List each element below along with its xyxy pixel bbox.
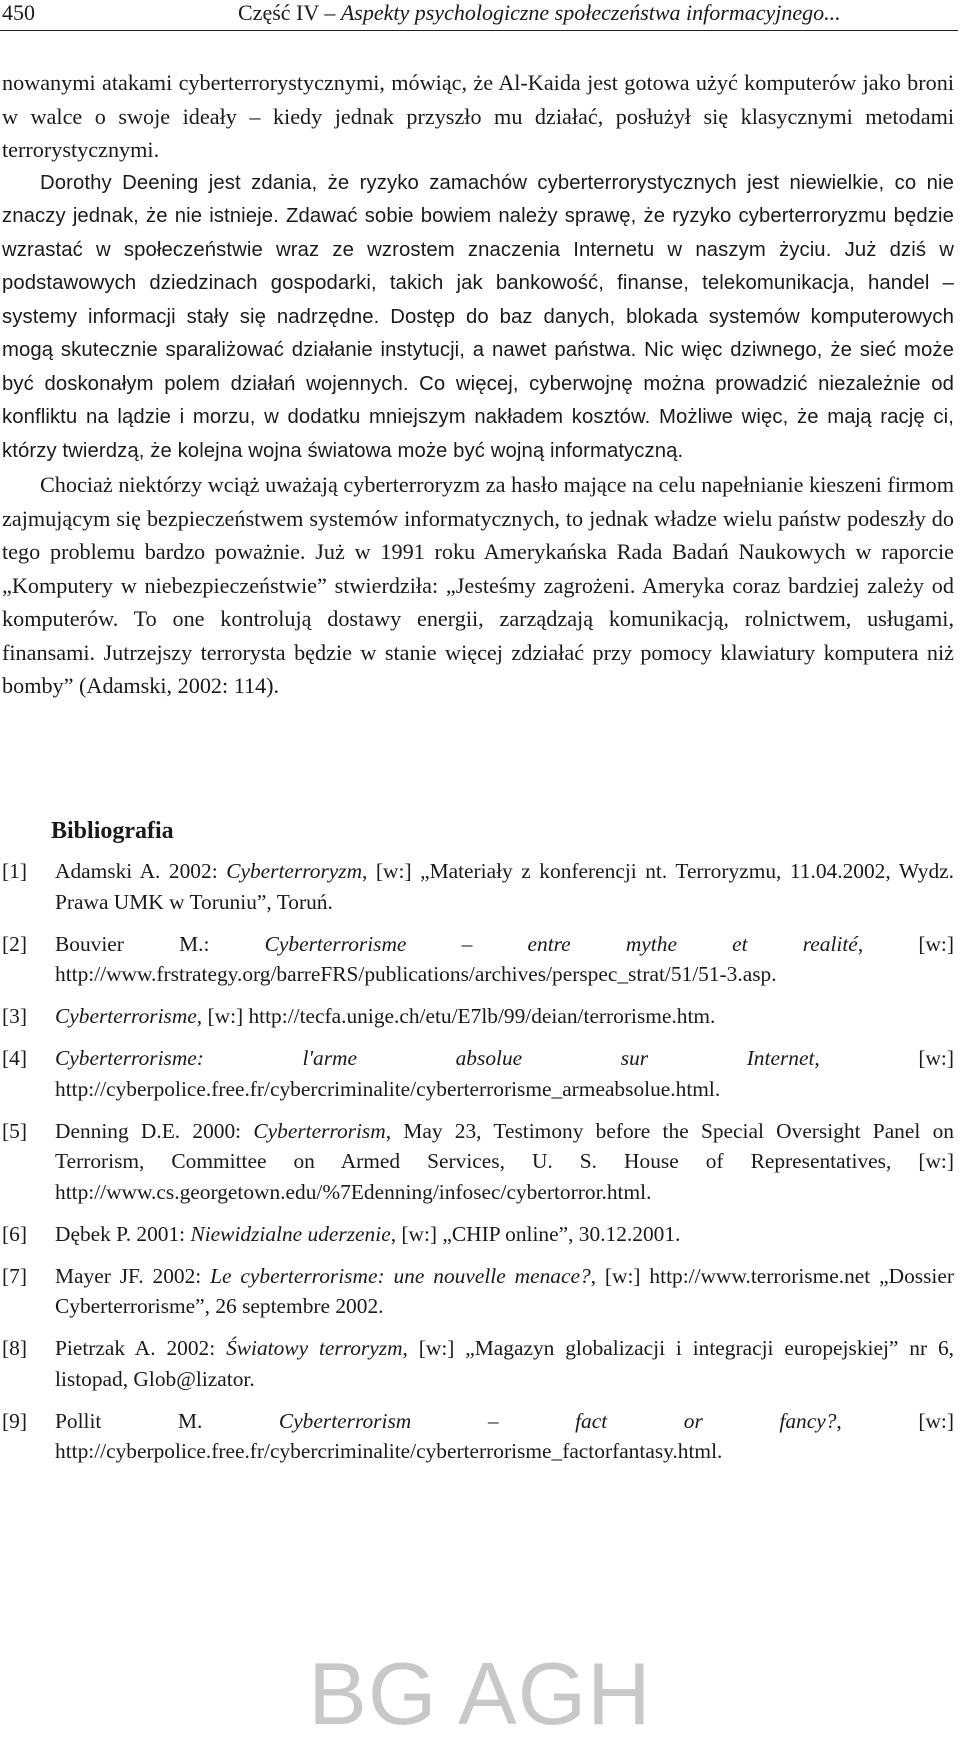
paragraph-2: Dorothy Deening jest zdania, że ryzyko zamachów cyberterrorystycznych jest niewielkie, co nie znaczy jednak, że nie istnieje. Zdawać sobie bowiem należy sprawę, że ryzyko cyberterroryzmu będzie wzrastać w społeczeństwie wraz ze wzrostem znaczenia Internetu w naszym życiu. Już dziś w podstawowych dziedzinach gospodarki, takich jak bankowość, finanse, telekomunikacja, handel – systemy informacji stały się nadrzędne. Dostęp do baz danych, blokada systemów komputerowych mogą skutecznie sparaliżować działanie instytucji, a nawet państwa. Nic więc dziwnego, że sieć może być doskonałym polem działań wojennych. Co więcej, cyberwojnę można prowadzić niezależnie od konfliktu na lądzie i morzu, w dodatku mniejszym nakładem kosztów. Możliwe więc, że mają rację ci, którzy twierdzą, że kolejna wojna światowa może być wojną informatyczną. (2, 171, 954, 462)
entry-title: Cyberterroryzm (226, 859, 363, 883)
entry-number: [3] (2, 1004, 27, 1028)
entry-author: Bouvier M.: (55, 931, 265, 956)
bibliography-entry (2, 1001, 954, 1032)
entry-number: [1] (2, 859, 27, 883)
entry-source: , [w:] „CHIP online”, 30.12.2001. (390, 1221, 681, 1246)
entry-title: Światowy terroryzm (226, 1336, 403, 1360)
entry-number: [6] (2, 1221, 27, 1246)
body-text (2, 66, 954, 703)
entry-source: , May 23, Testimony before the Special Oversight Panel on Terrorism, Committee on Armed Services, U. S. House of Representatives, [w:] http://www.cs.georgetown.edu/%7Edenning/infosec/cybertorror.html. (55, 1118, 954, 1204)
bibliography-entry (2, 1219, 954, 1250)
bibliography-entry (2, 1406, 954, 1467)
entry-title: Cyberterrorism (253, 1118, 386, 1143)
entry-number: [4] (2, 1046, 27, 1070)
entry-number: [5] (2, 1118, 27, 1143)
entry-number: [8] (2, 1336, 27, 1360)
entry-title: Cyberterrorisme – entre mythe et realité (264, 931, 858, 956)
part-label: Część IV – (238, 0, 336, 25)
entry-number: [2] (2, 931, 27, 956)
bibliography-list (2, 856, 954, 1478)
entry-author: Denning D.E. 2000: (55, 1118, 254, 1143)
entry-number: [9] (2, 1408, 27, 1433)
entry-source: , [w:] http://www.frstrategy.org/barreFRS/publications/archives/perspec_strat/51/51-3.asp. (55, 931, 954, 986)
bibliography-entry (2, 856, 954, 917)
paragraph-3: Chociaż niektórzy wciąż uważają cyberterroryzm za hasło mające na celu napełnianie kieszeni firmom zajmującym się bezpieczeństwem systemów informatycznych, to jednak władze wielu państw podeszły do tego problemu bardzo poważnie. Już w 1991 roku Amerykańska Rada Badań Naukowych w raporcie „Komputery w niebezpieczeństwie” stwierdziła: „Jesteśmy zagrożeni. Ameryka coraz bardziej zależy od komputerów. To one kontrolują dostawy energii, zarządzają komunikacją, rolnictwem, usługami, finansami. Jutrzejszy terrorysta będzie w stanie więcej zdziałać przy pomocy klawiatury komputera niż bomby” (Adamski, 2002: 114). (2, 472, 954, 698)
entry-number: [7] (2, 1263, 27, 1288)
bibliography-entry (2, 1261, 954, 1322)
entry-author: Mayer JF. 2002: (55, 1263, 211, 1288)
entry-title: Cyberterrorisme: l'arme absolue sur Internet (55, 1046, 815, 1070)
bibliography-entry (2, 1333, 954, 1394)
entry-source: , [w:] „Materiały z konferencji nt. Terroryzmu, 11.04.2002, Wydz. Prawa UMK w Toruniu”, Toruń. (55, 859, 954, 914)
entry-source: , [w:] http://tecfa.unige.ch/etu/E7lb/99/deian/terrorisme.htm. (196, 1004, 716, 1028)
entry-author: Adamski A. 2002: (55, 859, 227, 883)
entry-author: Pollit M. (55, 1408, 279, 1433)
library-watermark: BG AGH (308, 1644, 652, 1743)
entry-title: Cyberterrorism – fact or fancy? (278, 1408, 837, 1433)
entry-source: , [w:] „Magazyn globalizacji i integracji europejskiej” nr 6, listopad, Glob@lizator. (55, 1336, 955, 1391)
page-number: 450 (2, 0, 35, 25)
part-title: Aspekty psychologiczne społeczeństwa informacyjnego... (340, 0, 841, 25)
bibliography-entry (2, 1043, 954, 1104)
bibliography-entry (2, 1116, 954, 1208)
entry-title: Le cyberterrorisme: une nouvelle menace? (210, 1263, 591, 1288)
entry-author: Dębek P. 2001: (55, 1221, 191, 1246)
running-title (238, 0, 841, 26)
entry-source: , [w:] http://cyberpolice.free.fr/cybercriminalite/cyberterrorisme_armeabsolue.html. (55, 1046, 954, 1101)
bibliography-heading: Bibliografia (51, 818, 174, 844)
entry-author: Pietrzak A. 2002: (55, 1336, 227, 1360)
running-header (0, 0, 958, 31)
entry-source: , [w:] http://cyberpolice.free.fr/cybercriminalite/cyberterrorisme_factorfantasy.html. (55, 1408, 954, 1463)
entry-title: Niewidzialne uderzenie (190, 1221, 391, 1246)
entry-title: Cyberterrorisme (55, 1004, 197, 1028)
paragraph-1: nowanymi atakami cyberterrorystycznymi, mówiąc, że Al-Kaida jest gotowa użyć komputerów jako broni w walce o swoje ideały – kiedy jednak przyszło mu działać, posłużył się klasycznymi metodami terrorystycznymi. (2, 70, 954, 162)
bibliography-entry (2, 929, 954, 990)
entry-source: , [w:] http://www.terrorisme.net „Dossier Cyberterrorisme”, 26 septembre 2002. (55, 1263, 954, 1318)
